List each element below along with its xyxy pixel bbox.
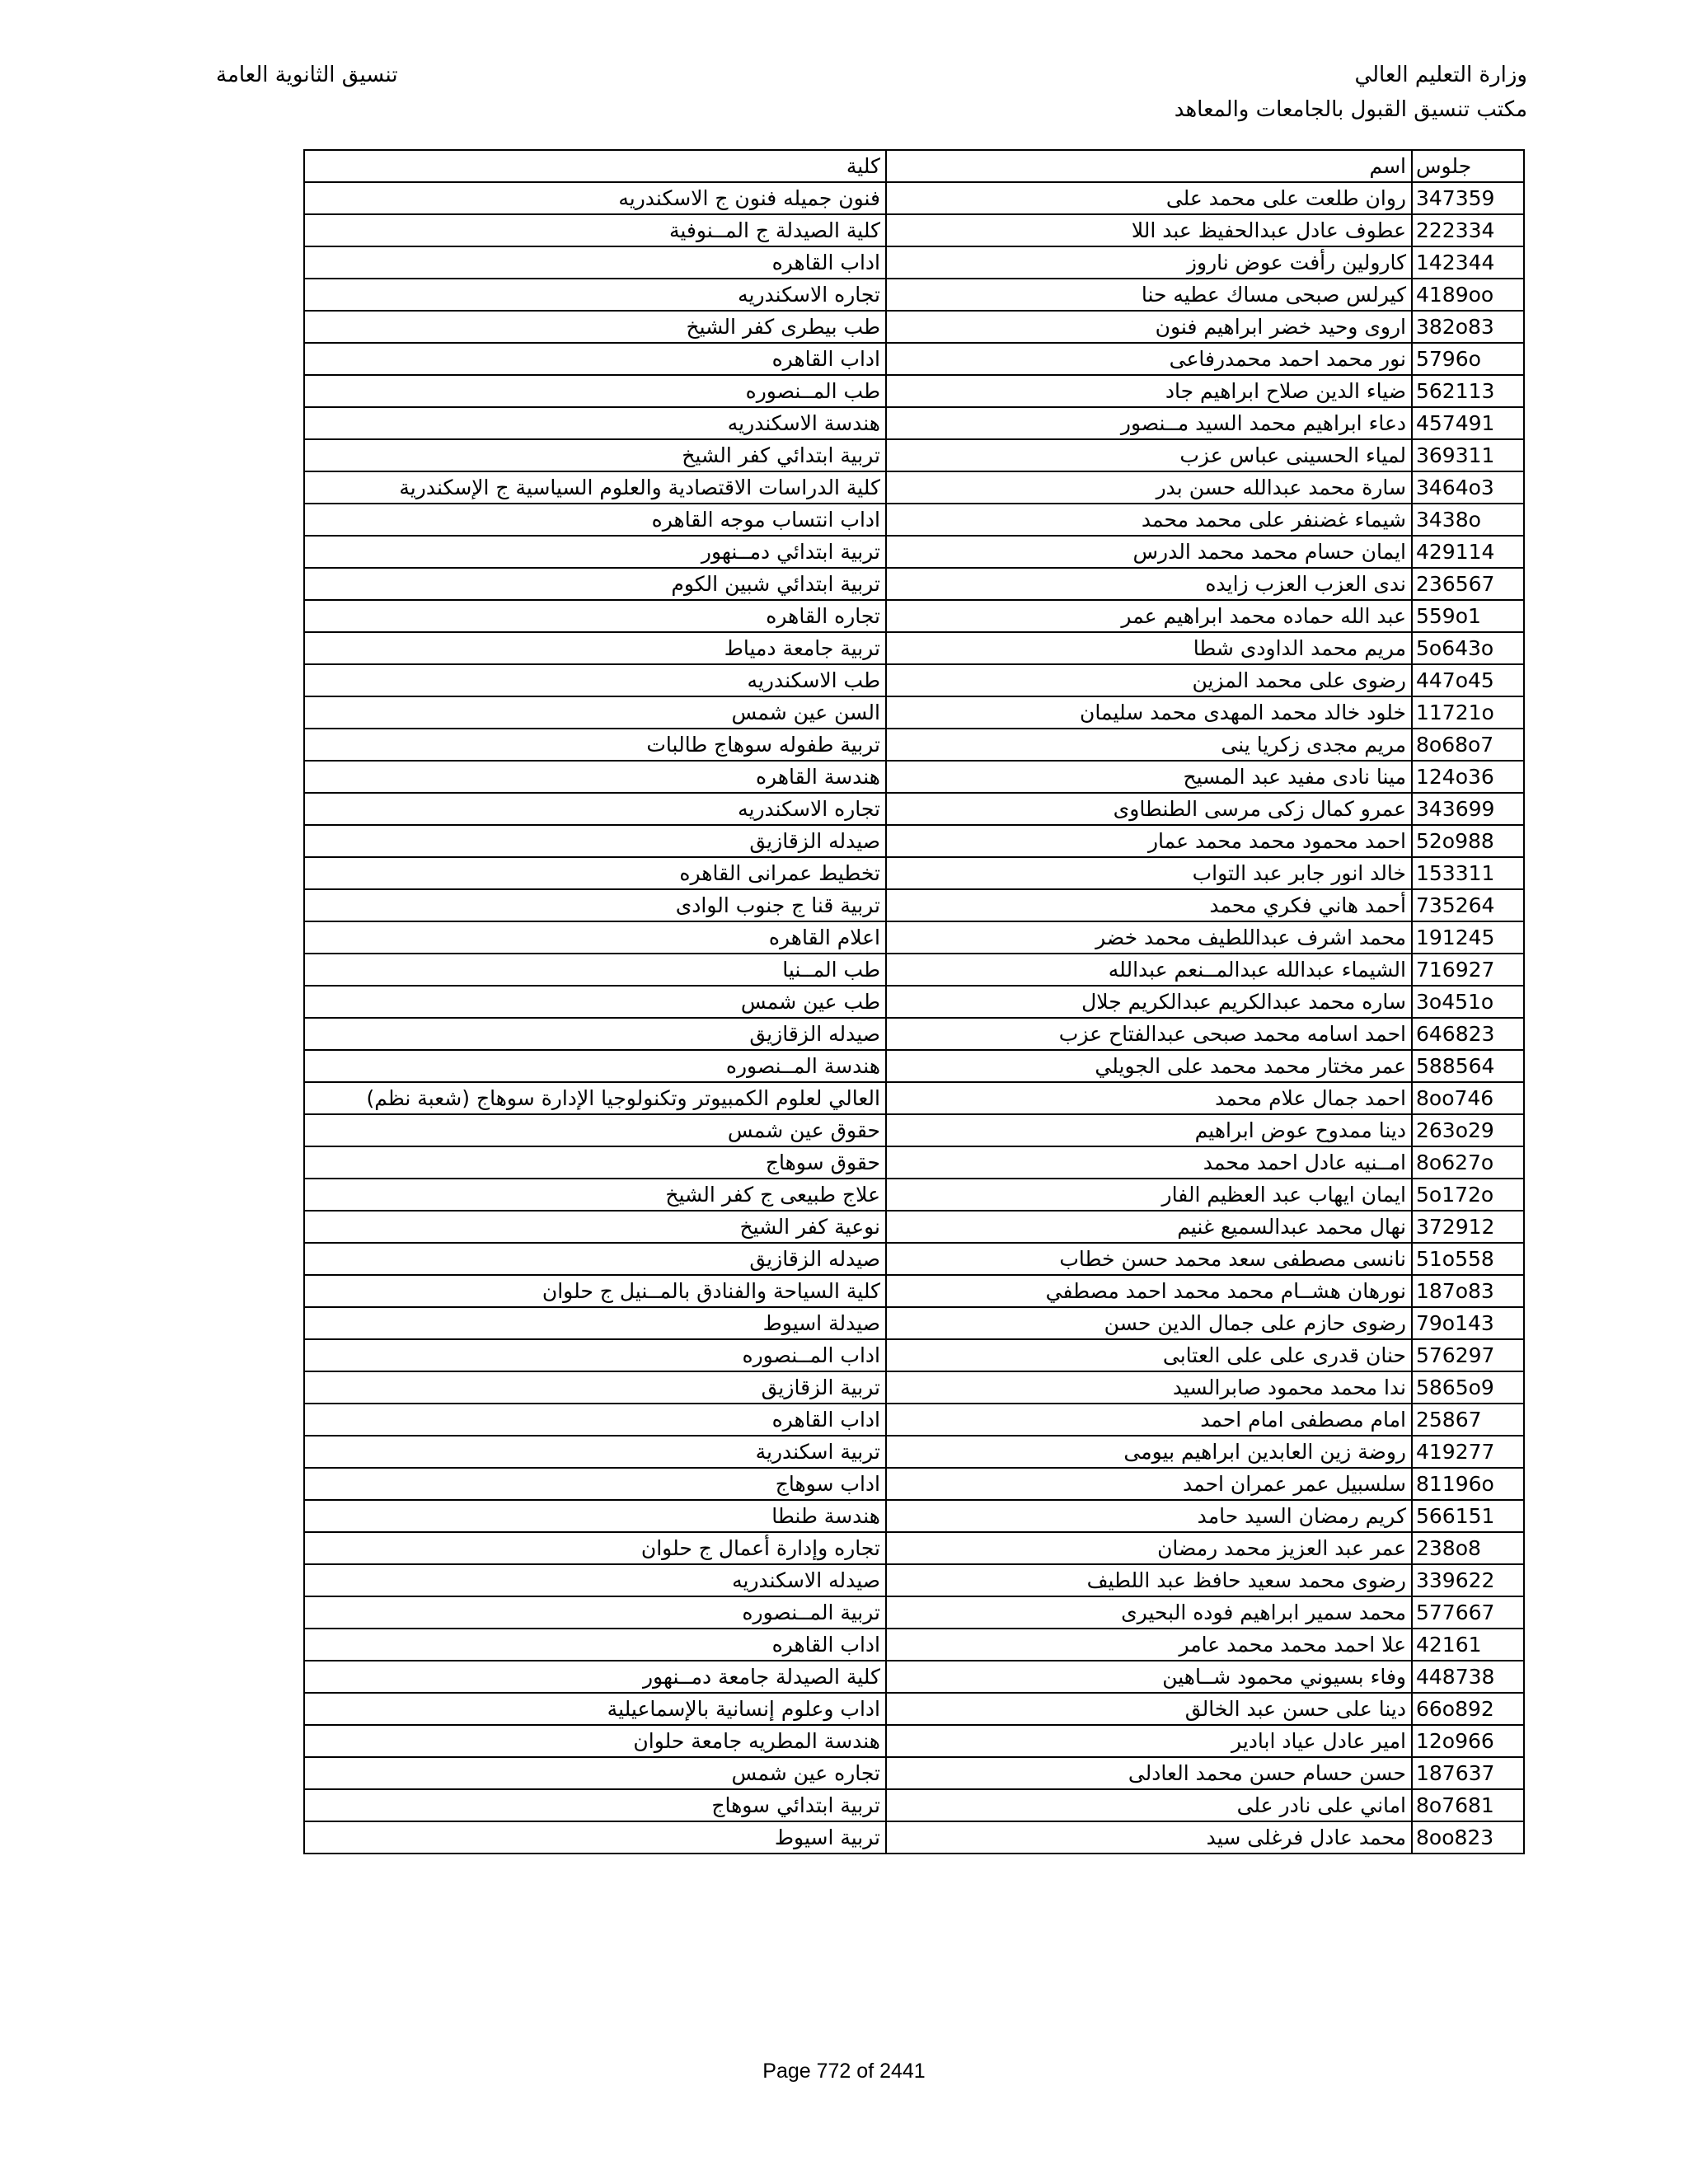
cell-seat-number: 3o451o (1412, 986, 1524, 1018)
cell-seat-number: 447o45 (1412, 664, 1524, 696)
cell-faculty: العالي لعلوم الكمبيوتر وتكنولوجيا الإدارة سوهاج (شعبة نظم) (304, 1082, 886, 1114)
cell-seat-number: 716927 (1412, 954, 1524, 986)
cell-seat-number: 8oo823 (1412, 1821, 1524, 1854)
cell-faculty: تجاره الاسكندريه (304, 793, 886, 825)
column-header-faculty: كلية (304, 150, 886, 182)
table-row (304, 407, 1524, 439)
cell-student-name: عمرو كمال زكى مرسى الطنطاوى (886, 793, 1412, 825)
cell-student-name: ندى العزب العزب زايده (886, 568, 1412, 600)
cell-student-name: مريم محمد الداودى شطا (886, 632, 1412, 664)
cell-seat-number: 11721o (1412, 696, 1524, 729)
cell-faculty: كلية الصيدلة ج المــنوفية (304, 214, 886, 246)
cell-faculty: اداب القاهره (304, 246, 886, 279)
cell-student-name: نهال محمد عبدالسميع غنيم (886, 1211, 1412, 1243)
column-header-id: جلوس (1412, 150, 1524, 182)
cell-seat-number: 3438o (1412, 504, 1524, 536)
cell-student-name: ايمان ايهاب عبد العظيم الفار (886, 1179, 1412, 1211)
table-row (304, 921, 1524, 954)
cell-seat-number: 429114 (1412, 536, 1524, 568)
cell-seat-number: 8o68o7 (1412, 729, 1524, 761)
table-row (304, 664, 1524, 696)
table-row (304, 1307, 1524, 1339)
table-row (304, 1789, 1524, 1821)
cell-seat-number: 5796o (1412, 343, 1524, 375)
cell-student-name: سلسبيل عمر عمران احمد (886, 1468, 1412, 1500)
cell-faculty: هندسة الاسكندريه (304, 407, 886, 439)
table-row (304, 1018, 1524, 1050)
table-row (304, 1243, 1524, 1275)
cell-faculty: حقوق سوهاج (304, 1146, 886, 1179)
cell-faculty: اعلام القاهره (304, 921, 886, 954)
cell-student-name: ايمان حسام محمد محمد الدرس (886, 536, 1412, 568)
cell-faculty: اداب المــنصوره (304, 1339, 886, 1371)
table-row (304, 1404, 1524, 1436)
cell-faculty: تربية الزقازيق (304, 1371, 886, 1404)
cell-student-name: خالد انور جابر عبد التواب (886, 857, 1412, 889)
table-row (304, 1082, 1524, 1114)
cell-seat-number: 238o8 (1412, 1532, 1524, 1564)
table-row (304, 1532, 1524, 1564)
cell-faculty: اداب انتساب موجه القاهره (304, 504, 886, 536)
table-row (304, 1339, 1524, 1371)
table-row (304, 825, 1524, 857)
cell-seat-number: 419277 (1412, 1436, 1524, 1468)
cell-student-name: لمياء الحسينى عباس عزب (886, 439, 1412, 471)
column-header-name: اسم (886, 150, 1412, 182)
cell-seat-number: 12o966 (1412, 1725, 1524, 1757)
cell-faculty: تربية ابتدائي كفر الشيخ (304, 439, 886, 471)
cell-student-name: خلود خالد محمد المهدى محمد سليمان (886, 696, 1412, 729)
table-row (304, 761, 1524, 793)
ministry-name: وزارة التعليم العالي (1354, 63, 1527, 87)
table-row (304, 504, 1524, 536)
cell-faculty: هندسة المــنصوره (304, 1050, 886, 1082)
cell-faculty: طب عين شمس (304, 986, 886, 1018)
cell-faculty: تجاره القاهره (304, 600, 886, 632)
cell-faculty: اداب سوهاج (304, 1468, 886, 1500)
table-row (304, 439, 1524, 471)
table-row (304, 632, 1524, 664)
table-row (304, 1436, 1524, 1468)
cell-faculty: صيدلة اسيوط (304, 1307, 886, 1339)
cell-student-name: حسن حسام حسن محمد العادلى (886, 1757, 1412, 1789)
cell-faculty: صيدله الزقازيق (304, 1243, 886, 1275)
cell-student-name: رضوى على محمد المزين (886, 664, 1412, 696)
cell-faculty: هندسة المطريه جامعة حلوان (304, 1725, 886, 1757)
page-number: Page 772 of 2441 (762, 2060, 926, 2083)
cell-student-name: دعاء ابراهيم محمد السيد مــنصور (886, 407, 1412, 439)
cell-seat-number: 448738 (1412, 1661, 1524, 1693)
cell-seat-number: 142344 (1412, 246, 1524, 279)
table-row (304, 536, 1524, 568)
cell-faculty: السن عين شمس (304, 696, 886, 729)
table-row (304, 1596, 1524, 1629)
cell-faculty: صيدله الاسكندريه (304, 1564, 886, 1596)
table-row (304, 1757, 1524, 1789)
cell-faculty: نوعية كفر الشيخ (304, 1211, 886, 1243)
cell-seat-number: 588564 (1412, 1050, 1524, 1082)
cell-faculty: تجاره عين شمس (304, 1757, 886, 1789)
table-row (304, 1500, 1524, 1532)
cell-faculty: اداب القاهره (304, 1404, 886, 1436)
cell-student-name: دينا ممدوح عوض ابراهيم (886, 1114, 1412, 1146)
cell-student-name: نور محمد احمد محمدرفاعى (886, 343, 1412, 375)
cell-seat-number: 187637 (1412, 1757, 1524, 1789)
table-row (304, 696, 1524, 729)
cell-seat-number: 339622 (1412, 1564, 1524, 1596)
table-row (304, 471, 1524, 504)
cell-student-name: احمد اسامه محمد صبحى عبدالفتاح عزب (886, 1018, 1412, 1050)
cell-seat-number: 124o36 (1412, 761, 1524, 793)
cell-faculty: كلية الصيدلة جامعة دمــنهور (304, 1661, 886, 1693)
table-row (304, 375, 1524, 407)
cell-seat-number: 457491 (1412, 407, 1524, 439)
cell-student-name: احمد محمود محمد محمد عمار (886, 825, 1412, 857)
header-ministry-block (1175, 58, 1527, 127)
table-row (304, 986, 1524, 1018)
cell-faculty: تجاره وإدارة أعمال ج حلوان (304, 1532, 886, 1564)
table-row (304, 1564, 1524, 1596)
cell-seat-number: 51o558 (1412, 1243, 1524, 1275)
cell-seat-number: 52o988 (1412, 825, 1524, 857)
cell-student-name: وفاء بسيوني محمود شــاهين (886, 1661, 1412, 1693)
table-row (304, 1821, 1524, 1854)
cell-faculty: تربية ابتدائي شبين الكوم (304, 568, 886, 600)
table-row (304, 1693, 1524, 1725)
cell-seat-number: 236567 (1412, 568, 1524, 600)
cell-student-name: ضياء الدين صلاح ابراهيم جاد (886, 375, 1412, 407)
cell-seat-number: 66o892 (1412, 1693, 1524, 1725)
cell-faculty: تجاره الاسكندريه (304, 279, 886, 311)
table-row (304, 954, 1524, 986)
cell-student-name: رضوى حازم على جمال الدين حسن (886, 1307, 1412, 1339)
cell-seat-number: 576297 (1412, 1339, 1524, 1371)
table-header-row (304, 150, 1524, 182)
cell-student-name: عمر عبد العزيز محمد رمضان (886, 1532, 1412, 1564)
cell-seat-number: 577667 (1412, 1596, 1524, 1629)
cell-student-name: مريم مجدى زكريا ينى (886, 729, 1412, 761)
cell-student-name: روضة زين العابدين ابراهيم بيومى (886, 1436, 1412, 1468)
cell-student-name: كريم رمضان السيد حامد (886, 1500, 1412, 1532)
table-row (304, 182, 1524, 214)
cell-student-name: شيماء غضنفر على محمد محمد (886, 504, 1412, 536)
table-row (304, 343, 1524, 375)
cell-student-name: روان طلعت على محمد على (886, 182, 1412, 214)
cell-seat-number: 372912 (1412, 1211, 1524, 1243)
table-row (304, 311, 1524, 343)
cell-seat-number: 191245 (1412, 921, 1524, 954)
cell-faculty: تربية قنا ج جنوب الوادى (304, 889, 886, 921)
cell-faculty: طب المــنصوره (304, 375, 886, 407)
cell-seat-number: 263o29 (1412, 1114, 1524, 1146)
cell-faculty: اداب القاهره (304, 1629, 886, 1661)
cell-faculty: طب بيطرى كفر الشيخ (304, 311, 886, 343)
cell-student-name: نانسى مصطفى سعد محمد حسن خطاب (886, 1243, 1412, 1275)
cell-faculty: صيدله الزقازيق (304, 825, 886, 857)
cell-seat-number: 562113 (1412, 375, 1524, 407)
cell-faculty: اداب وعلوم إنسانية بالإسماعيلية (304, 1693, 886, 1725)
cell-student-name: دينا على حسن عبد الخالق (886, 1693, 1412, 1725)
table-row (304, 246, 1524, 279)
cell-student-name: عبد الله حماده محمد ابراهيم عمر (886, 600, 1412, 632)
cell-seat-number: 25867 (1412, 1404, 1524, 1436)
cell-seat-number: 187o83 (1412, 1275, 1524, 1307)
cell-student-name: علا احمد محمد محمد عامر (886, 1629, 1412, 1661)
cell-student-name: عطوف عادل عبدالحفيظ عبد اللا (886, 214, 1412, 246)
cell-student-name: كارولين رأفت عوض ناروز (886, 246, 1412, 279)
cell-student-name: امام مصطفى امام احمد (886, 1404, 1412, 1436)
cell-student-name: محمد اشرف عبداللطيف محمد خضر (886, 921, 1412, 954)
cell-student-name: ساره محمد عبدالكريم عبدالكريم جلال (886, 986, 1412, 1018)
cell-faculty: كلية السياحة والفنادق بالمــنيل ج حلوان (304, 1275, 886, 1307)
cell-seat-number: 646823 (1412, 1018, 1524, 1050)
table-row (304, 279, 1524, 311)
cell-faculty: تربية اسكندرية (304, 1436, 886, 1468)
table-row (304, 1661, 1524, 1693)
table-row (304, 1371, 1524, 1404)
cell-student-name: سارة محمد عبدالله حسن بدر (886, 471, 1412, 504)
cell-seat-number: 343699 (1412, 793, 1524, 825)
cell-student-name: عمر مختار محمد محمد على الجويلي (886, 1050, 1412, 1082)
cell-seat-number: 5o172o (1412, 1179, 1524, 1211)
cell-student-name: امــنيه عادل احمد محمد (886, 1146, 1412, 1179)
cell-student-name: محمد سمير ابراهيم فوده البحيرى (886, 1596, 1412, 1629)
cell-seat-number: 382o83 (1412, 311, 1524, 343)
table-row (304, 600, 1524, 632)
cell-seat-number: 153311 (1412, 857, 1524, 889)
cell-faculty: تربية جامعة دمياط (304, 632, 886, 664)
cell-student-name: مينا نادى مفيد عبد المسيح (886, 761, 1412, 793)
cell-seat-number: 42161 (1412, 1629, 1524, 1661)
table-row (304, 1114, 1524, 1146)
cell-seat-number: 8o627o (1412, 1146, 1524, 1179)
cell-faculty: طب المــنيا (304, 954, 886, 986)
results-table (303, 149, 1525, 1854)
table-row (304, 568, 1524, 600)
cell-faculty: تربية ابتدائي دمــنهور (304, 536, 886, 568)
table-row (304, 1211, 1524, 1243)
cell-seat-number: 735264 (1412, 889, 1524, 921)
cell-faculty: تربية المــنصوره (304, 1596, 886, 1629)
cell-student-name: نورهان هشــام محمد محمد احمد مصطفي (886, 1275, 1412, 1307)
cell-faculty: هندسة طنطا (304, 1500, 886, 1532)
table-row (304, 1146, 1524, 1179)
table-row (304, 214, 1524, 246)
cell-faculty: طب الاسكندريه (304, 664, 886, 696)
table-row (304, 1275, 1524, 1307)
office-name: مكتب تنسيق القبول بالجامعات والمعاهد (1174, 97, 1527, 122)
table-row (304, 729, 1524, 761)
cell-seat-number: 347359 (1412, 182, 1524, 214)
cell-seat-number: 369311 (1412, 439, 1524, 471)
results-table-body (304, 150, 1524, 1854)
cell-faculty: علاج طبيعى ج كفر الشيخ (304, 1179, 886, 1211)
cell-seat-number: 5865o9 (1412, 1371, 1524, 1404)
cell-faculty: صيدله الزقازيق (304, 1018, 886, 1050)
cell-seat-number: 5o643o (1412, 632, 1524, 664)
table-row (304, 1468, 1524, 1500)
cell-faculty: كلية الدراسات الاقتصادية والعلوم السياسية ج الإسكندرية (304, 471, 886, 504)
cell-faculty: فنون جميله فنون ج الاسكندريه (304, 182, 886, 214)
cell-student-name: اروى وحيد خضر ابراهيم فنون (886, 311, 1412, 343)
cell-seat-number: 79o143 (1412, 1307, 1524, 1339)
table-row (304, 857, 1524, 889)
cell-student-name: حنان قدرى على على العتابى (886, 1339, 1412, 1371)
cell-student-name: ندا محمد محمود صابرالسيد (886, 1371, 1412, 1404)
cell-student-name: كيرلس صبحى مساك عطيه حنا (886, 279, 1412, 311)
cell-seat-number: 81196o (1412, 1468, 1524, 1500)
cell-seat-number: 566151 (1412, 1500, 1524, 1532)
cell-faculty: تربية ابتدائي سوهاج (304, 1789, 886, 1821)
cell-faculty: تربية اسيوط (304, 1821, 886, 1854)
cell-seat-number: 4189oo (1412, 279, 1524, 311)
table-row (304, 793, 1524, 825)
cell-student-name: الشيماء عبدالله عبدالمــنعم عبدالله (886, 954, 1412, 986)
cell-student-name: محمد عادل فرغلى سيد (886, 1821, 1412, 1854)
cell-faculty: تربية طفوله سوهاج طالبات (304, 729, 886, 761)
cell-seat-number: 559o1 (1412, 600, 1524, 632)
cell-faculty: تخطيط عمرانى القاهره (304, 857, 886, 889)
cell-faculty: هندسة القاهره (304, 761, 886, 793)
table-row (304, 1179, 1524, 1211)
cell-seat-number: 3464o3 (1412, 471, 1524, 504)
cell-student-name: أحمد هاني فكري محمد (886, 889, 1412, 921)
cell-seat-number: 8o7681 (1412, 1789, 1524, 1821)
document-title: تنسيق الثانوية العامة (216, 63, 398, 87)
cell-student-name: احمد جمال علام محمد (886, 1082, 1412, 1114)
cell-faculty: حقوق عين شمس (304, 1114, 886, 1146)
cell-student-name: رضوى محمد سعيد حافظ عبد اللطيف (886, 1564, 1412, 1596)
cell-seat-number: 222334 (1412, 214, 1524, 246)
table-row (304, 1725, 1524, 1757)
table-row (304, 1050, 1524, 1082)
cell-student-name: امير عادل عياد ابادير (886, 1725, 1412, 1757)
cell-faculty: اداب القاهره (304, 343, 886, 375)
cell-student-name: اماني على نادر على (886, 1789, 1412, 1821)
table-row (304, 889, 1524, 921)
table-row (304, 1629, 1524, 1661)
cell-seat-number: 8oo746 (1412, 1082, 1524, 1114)
